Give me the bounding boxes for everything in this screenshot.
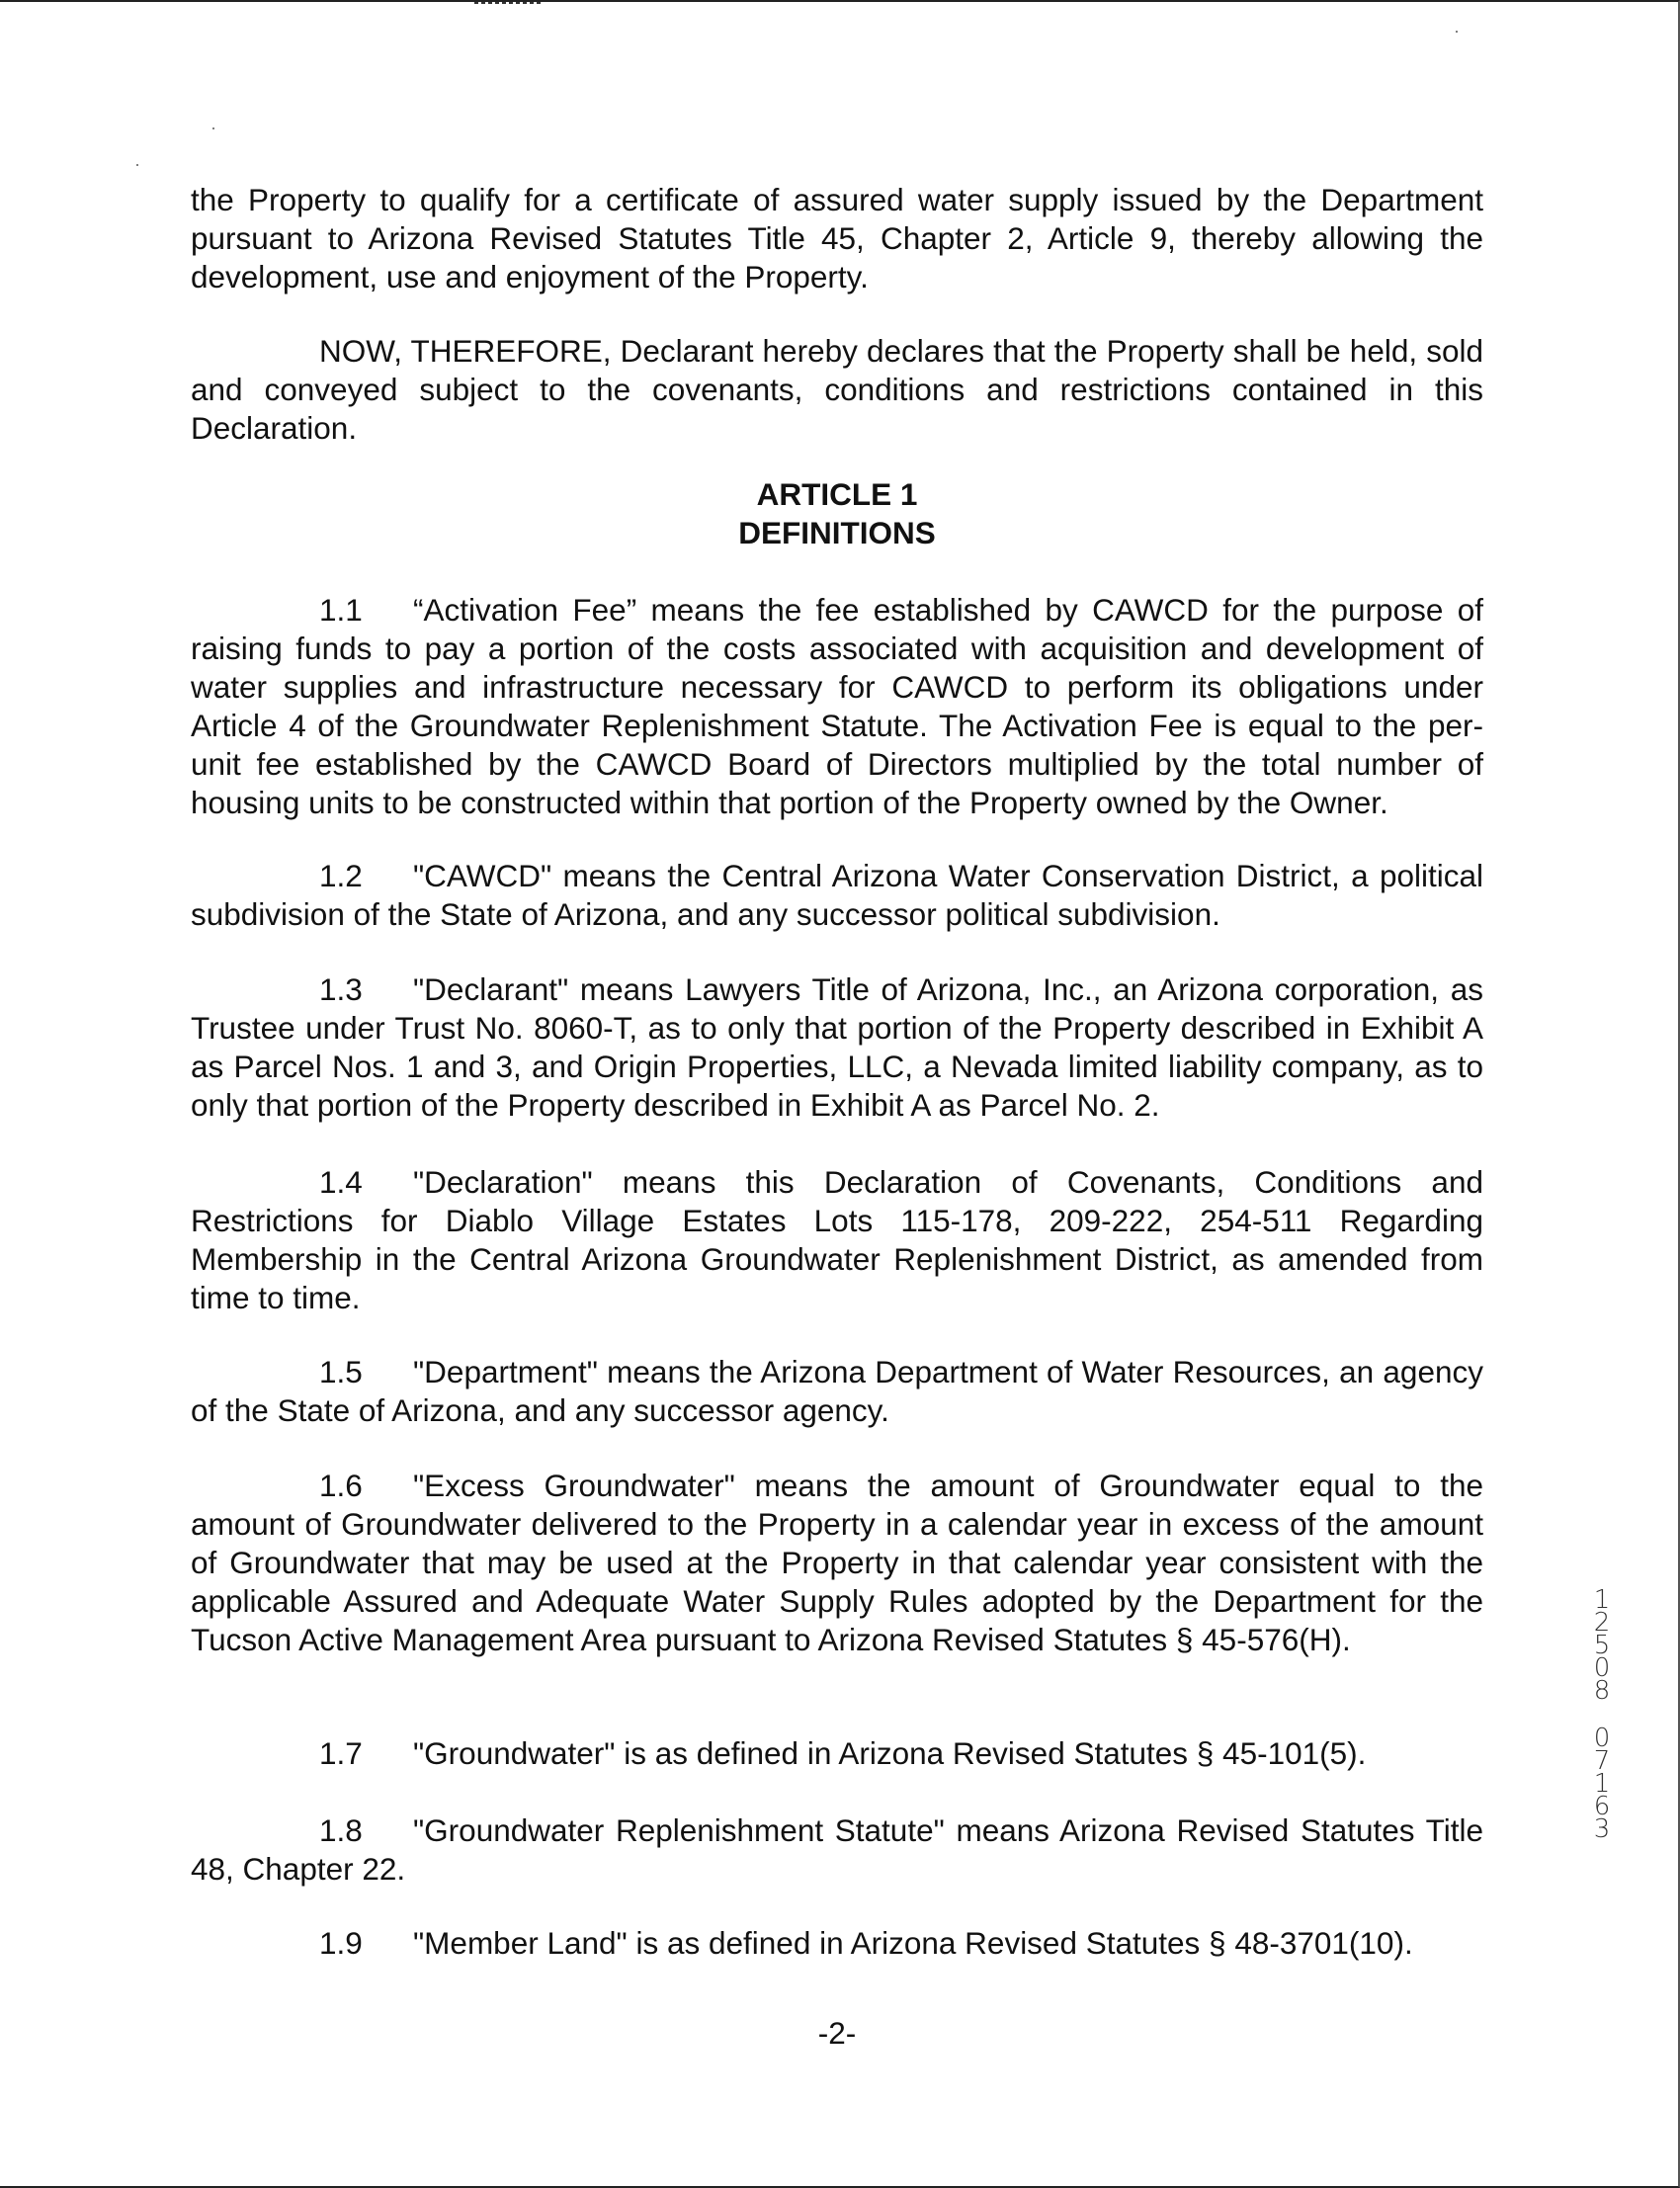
definition-number: 1.2 xyxy=(319,858,363,893)
stamp-digit: 7 xyxy=(1593,1746,1611,1776)
definition-1-9 xyxy=(191,1924,1483,1963)
definition-number: 1.7 xyxy=(319,1735,363,1771)
definition-number: 1.8 xyxy=(319,1812,363,1848)
now-therefore-paragraph: NOW, THEREFORE, Declarant hereby declares that the Property shall be held, sold and conveyed subject to the covenants, conditions and restrictions contained in this Declaration. xyxy=(191,333,1483,446)
stamp-digit: 0 xyxy=(1593,1724,1611,1753)
scan-speck xyxy=(1456,31,1458,33)
definition-number: 1.3 xyxy=(319,971,363,1007)
stamp-digit: 1 xyxy=(1593,1769,1611,1799)
definition-text: "Declaration" means this Declaration of Covenants, Conditions and Restrictions for Diablo Village Estates Lots 115-178, 209-222, 254-511 Regarding Membership in the Central Arizona Groundwater Replenishment District, as amended from time to time. xyxy=(191,1164,1483,1315)
recording-stamp xyxy=(1589,1585,1615,1844)
definition-text: "CAWCD" means the Central Arizona Water Conservation District, a political subdivision of the State of Arizona, and any successor political subdivision. xyxy=(191,858,1483,932)
definition-1-6 xyxy=(191,1467,1483,1659)
stamp-digit: 8 xyxy=(1593,1676,1611,1706)
definition-text: "Groundwater" is as defined in Arizona Revised Statutes § 45-101(5). xyxy=(413,1735,1367,1771)
definition-number: 1.4 xyxy=(319,1164,363,1200)
scan-speck xyxy=(212,127,214,129)
scan-speck xyxy=(136,164,138,166)
stamp-digit: 6 xyxy=(1593,1792,1611,1821)
scan-artifact-dashes xyxy=(474,2,544,4)
intro-paragraph: the Property to qualify for a certificate of assured water supply issued by the Department pursuant to Arizona Revised Statutes Title 45, Chapter 2, Article 9, thereby allowing the development, use and enjoyment of the Property. xyxy=(191,182,1483,295)
page-number: -2- xyxy=(817,2015,857,2051)
definition-text: "Excess Groundwater" means the amount of Groundwater equal to the amount of Groundwater delivered to the Property in a calendar year in excess of the amount of Groundwater that may be used at the Property in that calendar year consistent with the applicable Assured and Adequate Water Supply Rules adopted by the Department for the Tucson Active Management Area pursuant to Arizona Revised Statutes § 45-576(H). xyxy=(191,1468,1483,1657)
definition-number: 1.5 xyxy=(319,1354,363,1389)
stamp-digit: 3 xyxy=(1593,1814,1611,1844)
stamp-digit: 5 xyxy=(1593,1631,1611,1660)
definition-1-2 xyxy=(191,857,1483,934)
definition-1-3 xyxy=(191,970,1483,1125)
stamp-digit: 0 xyxy=(1593,1653,1611,1683)
definition-text: “Activation Fee” means the fee established by CAWCD for the purpose of raising funds to pay a portion of the costs associated with acquisition and development of water supplies and infrastructure necessary for CAWCD to perform its obligations under Article 4 of the Groundwater Replenishment Statute. The Activation Fee is equal to the per-unit fee established by the CAWCD Board of Directors multiplied by the total number of housing units to be constructed within that portion of the Property owned by the Owner. xyxy=(191,592,1483,820)
definition-1-8 xyxy=(191,1811,1483,1889)
definition-number: 1.1 xyxy=(319,592,363,628)
definition-1-7 xyxy=(191,1734,1483,1773)
definition-1-5 xyxy=(191,1353,1483,1430)
stamp-digit: 1 xyxy=(1593,1585,1611,1615)
article-subtitle: DEFINITIONS xyxy=(738,515,936,550)
definition-text: "Declarant" means Lawyers Title of Arizona, Inc., an Arizona corporation, as Trustee under Trust No. 8060-T, as to only that portion of the Property described in Exhibit A as Parcel Nos. 1 and 3, and Origin Properties, LLC, a Nevada limited liability company, as to only that portion of the Property described in Exhibit A as Parcel No. 2. xyxy=(191,971,1483,1123)
definition-number: 1.6 xyxy=(319,1468,363,1503)
article-title: ARTICLE 1 xyxy=(756,476,918,512)
definition-1-1 xyxy=(191,591,1483,821)
definition-1-4 xyxy=(191,1163,1483,1317)
stamp-digit: 2 xyxy=(1593,1608,1611,1638)
definition-text: "Member Land" is as defined in Arizona Revised Statutes § 48-3701(10). xyxy=(413,1925,1413,1961)
definition-number: 1.9 xyxy=(319,1925,363,1961)
definition-text: "Department" means the Arizona Department of Water Resources, an agency of the State of Arizona, and any successor agency. xyxy=(191,1354,1483,1428)
definition-text: "Groundwater Replenishment Statute" means Arizona Revised Statutes Title 48, Chapter 22. xyxy=(191,1812,1483,1887)
